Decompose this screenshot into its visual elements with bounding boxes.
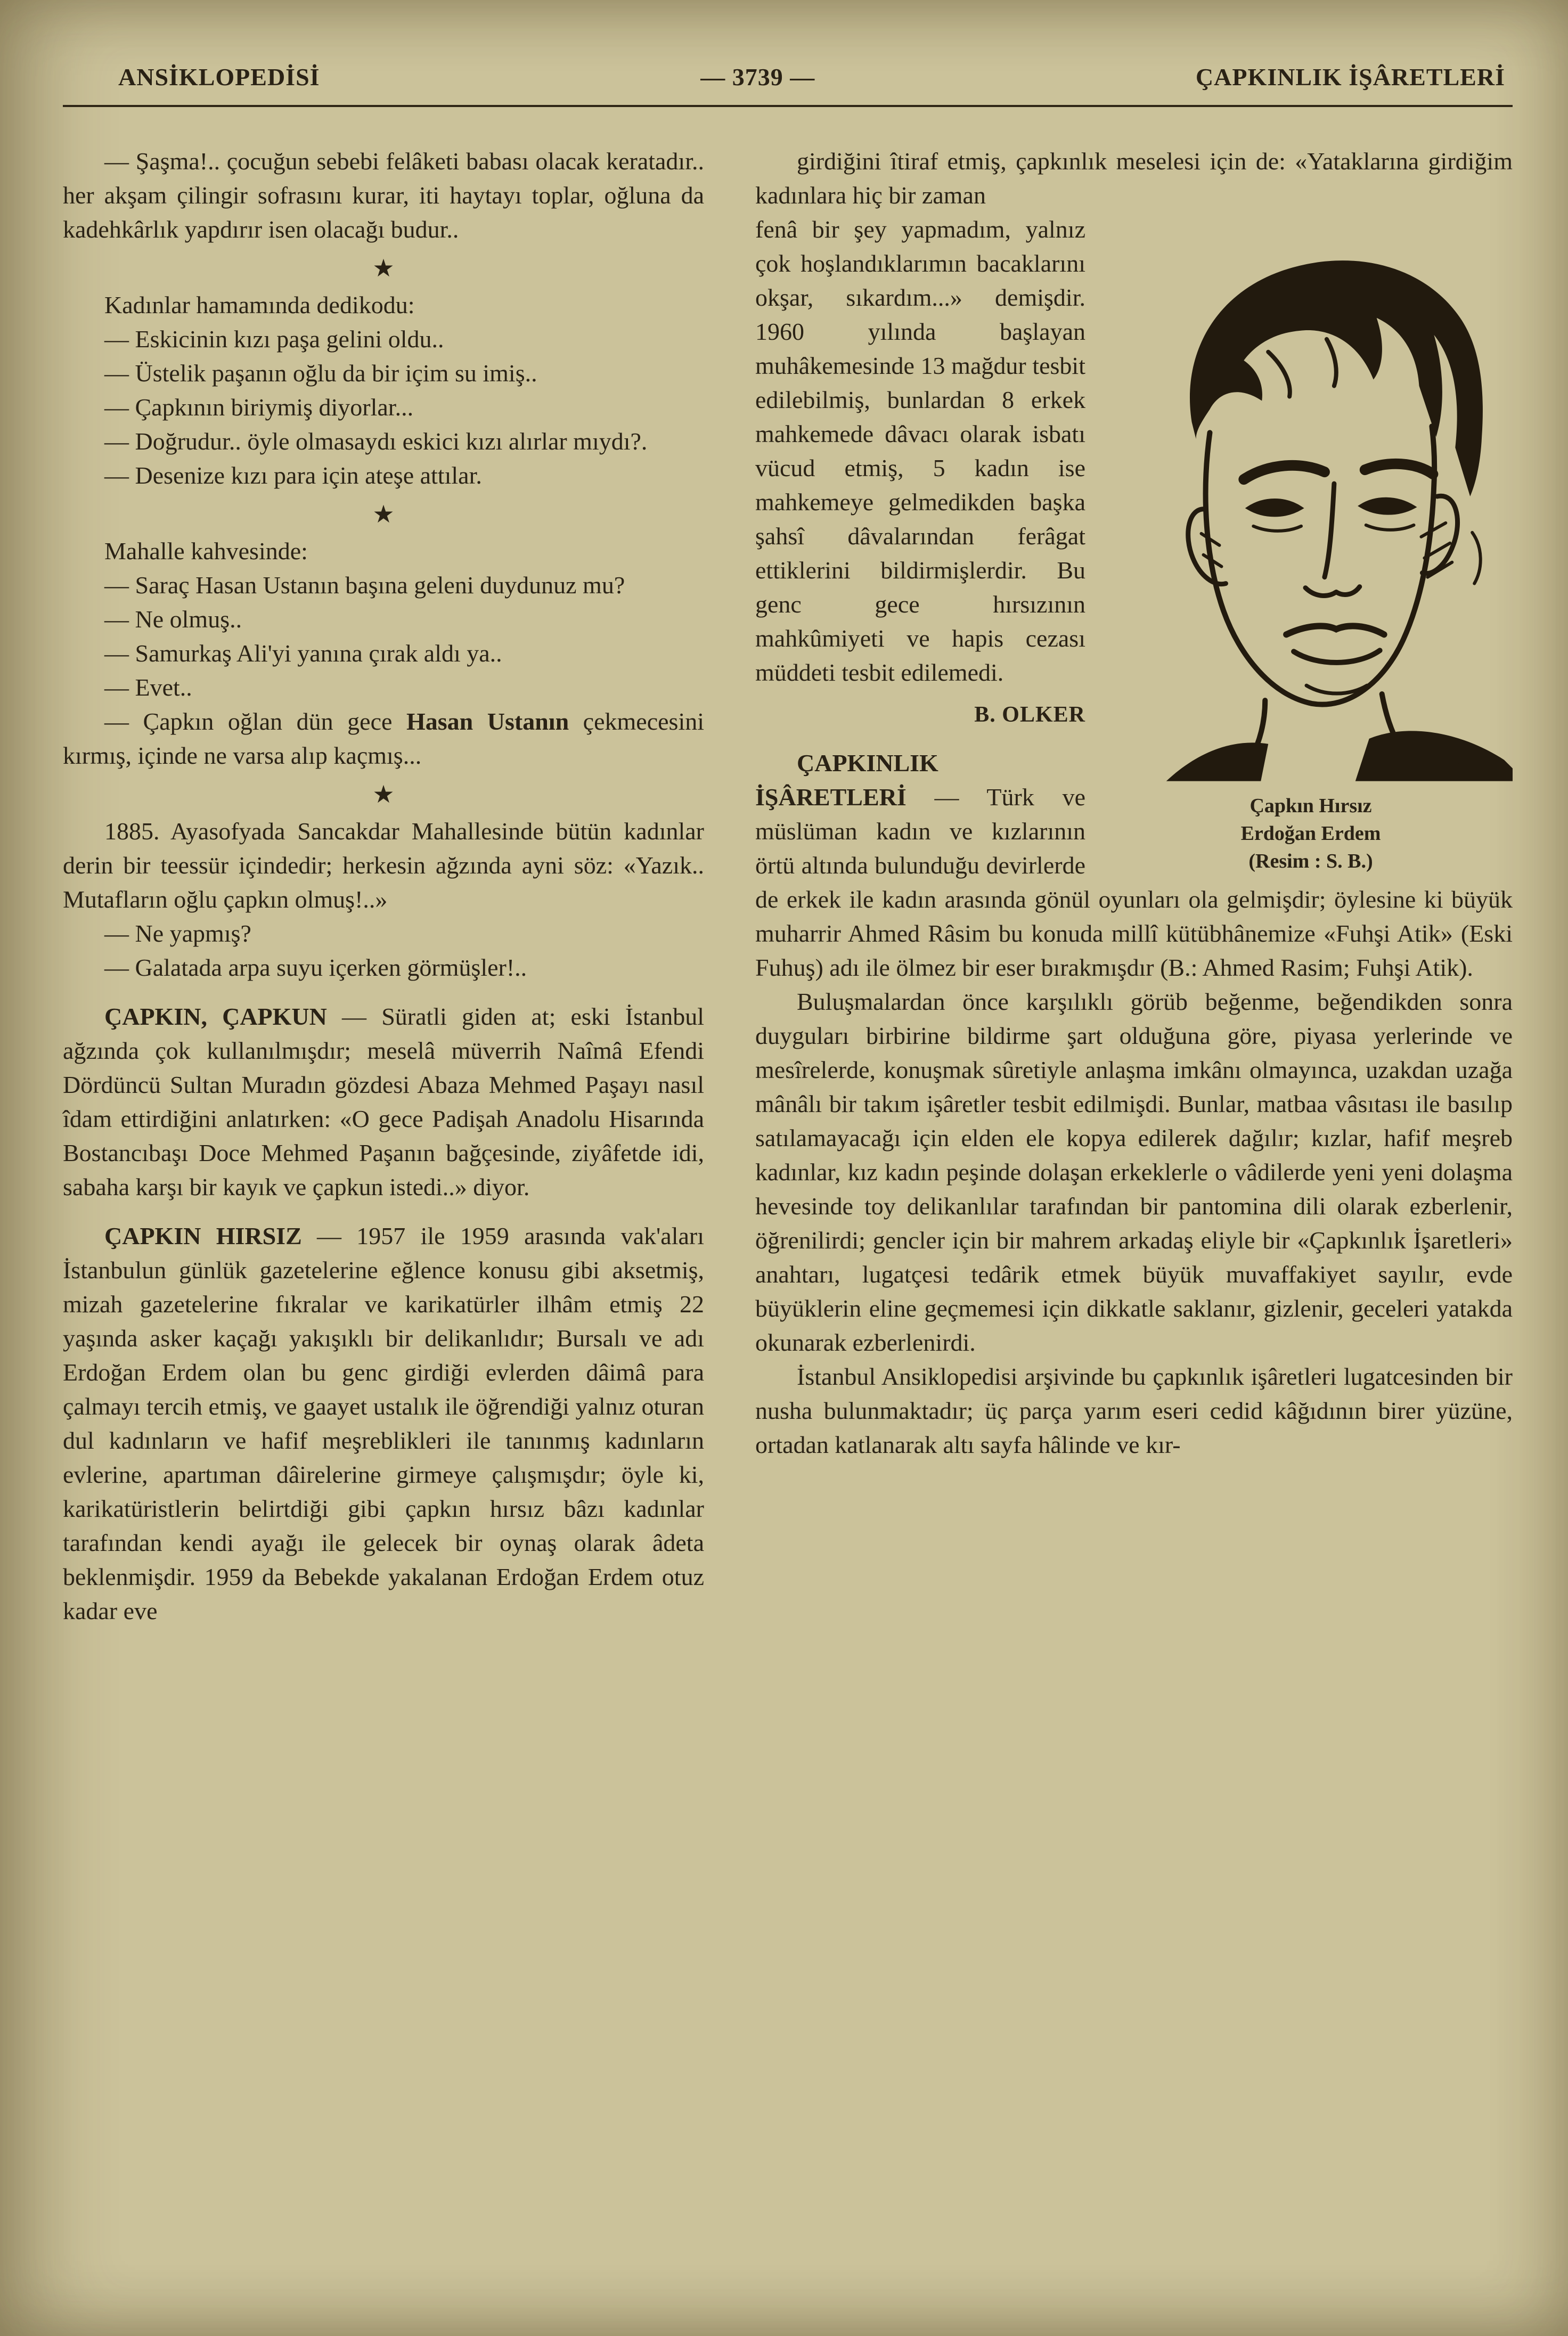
entry-capkin-capkun — [63, 1000, 704, 1204]
paragraph-istanbul-ansiklopedisi: İstanbul Ansiklopedisi arşivinde bu çapkınlık işâretleri lugatcesinden bir nusha bulunmaktadır; üç parça yarım eseri cedid kâğıdının birer yüzüne, ortadan katlanarak altı sayfa hâlinde ve kır- — [755, 1363, 1513, 1458]
star-separator-icon: ★ — [372, 781, 395, 808]
header-book-title: ANSİKLOPEDİSİ — [118, 63, 320, 91]
dialogue-line: — Eskicinin kızı paşa gelini oldu.. — [104, 325, 444, 353]
dialogue-line: — Doğrudur.. öyle olmasaydı eskici kızı alırlar mıydı?. — [104, 428, 648, 455]
star-separator-icon: ★ — [372, 501, 395, 528]
dialogue-line: — Evet.. — [104, 674, 192, 701]
right-column — [755, 144, 1513, 1628]
hamam-intro: Kadınlar hamamında dedikodu: — [104, 291, 415, 318]
dialogue-text: — Çapkın oğlan dün gece — [104, 708, 406, 735]
kahve-intro: Mahalle kahvesinde: — [104, 537, 308, 565]
entry-text: — 1957 ile 1959 arasında vak'aları İstanbulun günlük gazetelerine eğlence konusu gibi aksetmiş, mizah gazetelerine fıkralar ve karikatürler ilhâm etmiş 22 yaşında asker kaçağı yakışıklı bir delikanlıdır; Bursalı ve adı Erdoğan Erdem olan bu genc girdiği evlerden dâimâ para çalmayı tercih etmiş, ve gaayet ustalık ile öğrendiği yalnız oturan dul kadınların ve hafif meşreblikleri ile tanınmış kadınların evlerine, apartıman dâirelerine girmeye çalışmışdır; öyle ki, karikatüristlerin belirtdiği gibi çapkın hırsız bâzı kadınlar tarafından kendi ayağı ile gelecek bir oynaş olarak âdeta beklenmişdir. 1959 da Bebekde yakalanan Erdoğan Erdem otuz kadar eve — [63, 1222, 704, 1624]
entry-capkin-hirsiz — [63, 1219, 704, 1628]
paragraph-1885: 1885. Ayasofyada Sancakdar Mahallesinde bütün kadınlar derin bir teessür içindedir; herkesin ağzında ayni söz: «Yazık.. Mutafların oğlu çapkın olmuş!..» — [63, 818, 704, 913]
dialogue-line: — Galatada arpa suyu içerken görmüşler!.. — [104, 954, 527, 981]
dialogue-line: — Üstelik paşanın oğlu da bir içim su imiş.. — [104, 360, 537, 387]
dialogue-line: — Ne yapmış? — [104, 920, 251, 947]
two-column-body — [63, 144, 1513, 1628]
entry-headword: ÇAPKINLIK İŞÂRETLERİ — [755, 749, 938, 811]
page-number: — 3739 — — [700, 63, 815, 91]
entry-text: — Türk ve müslüman kadın ve kızlarının örtü altında bulunduğu devirlerde de erkek ile kadın arasında gönül oyunları ola gelmişdir; öylesine ki büyük muharrir Ahmed Râsim bu konuda millî kütübhânemize «Fuhşi Atik» (Eski Fuhuş) adı ile ölmez bir eser bırakmışdır (B.: Ahmed Rasim; Fuhşi Atik). — [755, 783, 1513, 981]
dialogue-line — [63, 705, 704, 773]
page-header — [63, 63, 1513, 91]
paragraph-continuation: girdiğini îtiraf etmiş, çapkınlık meselesi için de: «Yataklarına girdiğim kadınlara hiç bir zaman — [755, 148, 1513, 209]
portrait-sketch-illustration — [1109, 218, 1513, 781]
dialogue-bold-name: Hasan Ustanın — [406, 708, 569, 735]
paragraph-sasma: — Şaşma!.. çocuğun sebebi felâketi babası olacak keratadır.. her akşam çilingir sofrasını kurar, iti haytayı toplar, oğluna da kadehkârlık yapdırır isen olacağı budur.. — [63, 148, 704, 243]
dialogue-line: — Ne olmuş.. — [104, 606, 242, 633]
dialogue-line: — Saraç Hasan Ustanın başına geleni duydunuz mu? — [104, 571, 625, 599]
entry-headword: ÇAPKIN HIRSIZ — [104, 1222, 302, 1249]
caption-line: Çapkın Hırsız — [1250, 795, 1372, 817]
portrait-figure — [1109, 218, 1513, 875]
author-signature: B. OLKER — [974, 703, 1085, 727]
entry-text: — Süratli giden at; eski İstanbul ağzında çok kullanılmışdır; meselâ müverrih Naîmâ Efendi Dördüncü Sultan Muradın gözdesi Abaza Mehmed Paşayı nasıl îdam ettirdiğini anlatırken: «O gece Padişah Anadolu Hisarında Bostancıbaşı Doce Mehmed Paşanın bağçesinde, ziyâfetde idi, sabaha karşı bir kayık ve çapkun istedi..» diyor. — [63, 1003, 704, 1200]
caption-line: (Resim : S. B.) — [1248, 850, 1373, 872]
dialogue-line: — Samurkaş Ali'yi yanına çırak aldı ya.. — [104, 640, 502, 667]
paragraph-bulusmalardan: Buluşmalardan önce karşılıklı görüb beğenme, beğendikden sonra duyguları birbirine bildirme şart olduğuna göre, piyasa yerlerinde ve mesîrelerde, konuşmak sûretiyle anlaşma imkânı olmayınca, uzakdan uzağa mânâlı bir takım işâretler tesbit edilmişdi. Bunlar, matbaa vâsıtası ile basılıp satılamayacağı için elden ele kopya edilerek dağılır; kızlar, hafif meşreb kadınlar, kız kadın peşinde dolaşan erkeklerle o vâdilerde yeni yeni dolaşma hevesinde toy delikanlılar tarafından bir pantomina dili olarak ezberlenir, öğrenilirdi; gencler için bir mahrem arkadaş eliyle bir «Çapkınlık İşaretleri» anahtarı, lugatçesi tedârik etmek büyük muvaffakiyet sayılır, evde büyüklerin eline geçmemesi için dikkatle saklanır, gizlenir, geceleri yatakda okunarak ezberlenirdi. — [755, 988, 1513, 1356]
caption-line: Erdoğan Erdem — [1240, 822, 1381, 845]
dialogue-text: çekmecesini kırmış, içinde ne varsa alıp kaçmış... — [63, 708, 705, 769]
left-column — [63, 144, 704, 1628]
dialogue-line: — Desenize kızı para için ateşe attılar. — [104, 462, 482, 489]
paragraph-wrapped: fenâ bir şey yapmadım, yalnız çok hoşlandıklarımın bacaklarını okşar, sıkardım...» demişdir. 1960 yılında başlayan muhâkemesinde 13 mağdur tesbit edilebilmiş, bunlardan 8 erkek mahkemede dâvacı olarak isbatı vücud etmiş, 5 kadın ise mahkemeye gelmedikden başka şahsî dâvalarından ferâgat ettiklerini bildirmişlerdir. Bu genc gece hırsızının mahkûmiyeti ve hapis cezası müddeti tesbit edilemedi. — [755, 216, 1085, 686]
star-separator-icon: ★ — [372, 255, 395, 282]
image-caption — [1109, 792, 1513, 875]
header-entry-title: ÇAPKINLIK İŞÂRETLERİ — [1195, 63, 1505, 91]
header-divider — [63, 105, 1513, 107]
dialogue-line: — Çapkının biriymiş diyorlar... — [104, 394, 414, 421]
entry-headword: ÇAPKIN, ÇAPKUN — [104, 1003, 327, 1030]
